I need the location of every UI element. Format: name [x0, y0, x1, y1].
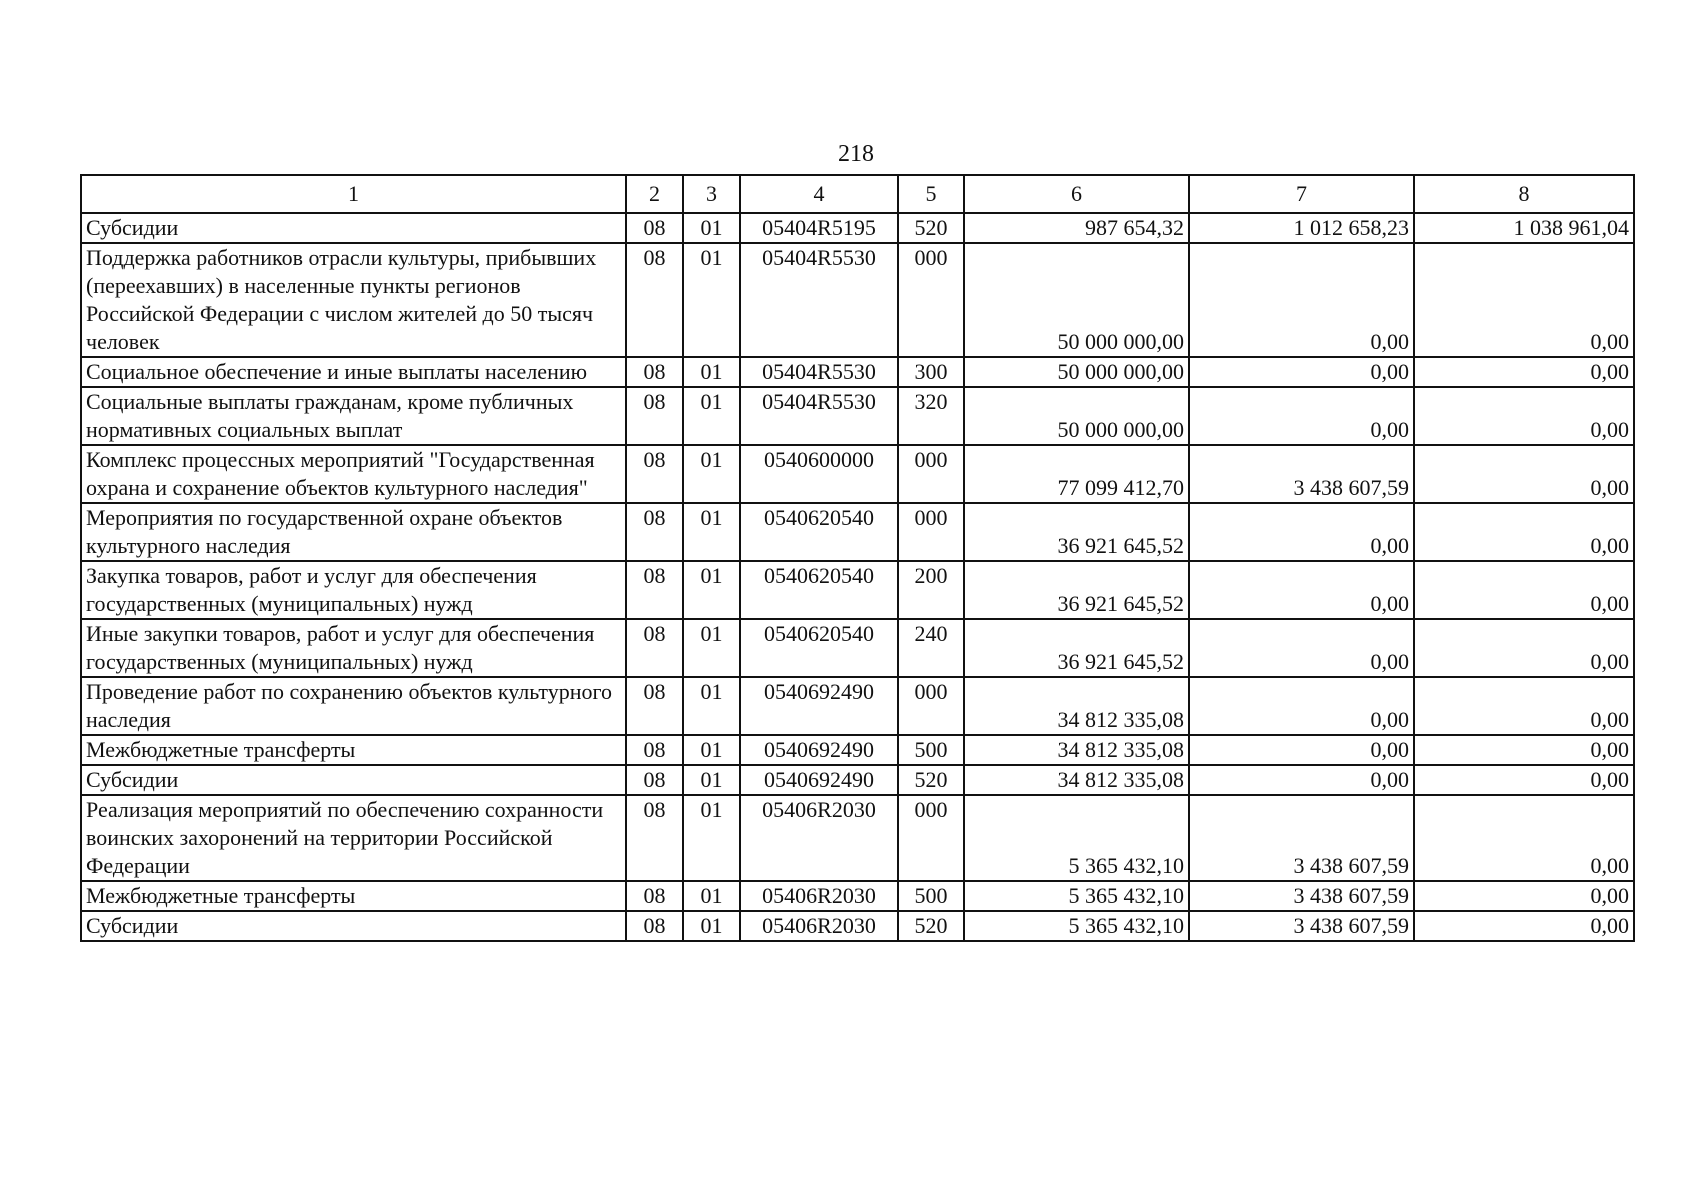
amount-col6-cell: 50 000 000,00 — [964, 387, 1189, 445]
section-code-cell: 08 — [626, 881, 683, 911]
section-code-cell: 08 — [626, 795, 683, 881]
target-article-cell: 05404R5530 — [740, 387, 898, 445]
target-article-cell: 05406R2030 — [740, 795, 898, 881]
expense-type-cell: 520 — [898, 911, 964, 941]
amount-col6-cell: 36 921 645,52 — [964, 619, 1189, 677]
section-code-cell: 08 — [626, 445, 683, 503]
target-article-cell: 0540620540 — [740, 561, 898, 619]
target-article-cell: 05404R5195 — [740, 213, 898, 243]
expense-type-cell: 520 — [898, 213, 964, 243]
table-row — [81, 911, 1634, 941]
amount-col8-cell: 0,00 — [1414, 357, 1634, 387]
expense-name-cell: Межбюджетные трансферты — [81, 881, 626, 911]
target-article-cell: 0540620540 — [740, 619, 898, 677]
amount-col8-cell: 1 038 961,04 — [1414, 213, 1634, 243]
table-row — [81, 387, 1634, 445]
target-article-cell: 05406R2030 — [740, 881, 898, 911]
amount-col7-cell: 3 438 607,59 — [1189, 911, 1414, 941]
section-code-cell: 08 — [626, 561, 683, 619]
column-header: 8 — [1414, 175, 1634, 213]
column-header: 6 — [964, 175, 1189, 213]
amount-col8-cell: 0,00 — [1414, 735, 1634, 765]
amount-col7-cell: 0,00 — [1189, 243, 1414, 357]
amount-col8-cell: 0,00 — [1414, 677, 1634, 735]
amount-col7-cell: 3 438 607,59 — [1189, 445, 1414, 503]
subsection-code-cell: 01 — [683, 795, 740, 881]
expense-name-cell: Комплекс процессных мероприятий "Государственная охрана и сохранение объектов культурного наследия" — [81, 445, 626, 503]
amount-col7-cell: 0,00 — [1189, 561, 1414, 619]
section-code-cell: 08 — [626, 387, 683, 445]
amount-col7-cell: 0,00 — [1189, 765, 1414, 795]
expense-type-cell: 500 — [898, 735, 964, 765]
column-header: 4 — [740, 175, 898, 213]
table-row — [81, 881, 1634, 911]
column-header: 3 — [683, 175, 740, 213]
amount-col7-cell: 0,00 — [1189, 357, 1414, 387]
column-header: 5 — [898, 175, 964, 213]
expense-name-cell: Субсидии — [81, 213, 626, 243]
target-article-cell: 0540620540 — [740, 503, 898, 561]
table-row — [81, 795, 1634, 881]
expense-name-cell: Реализация мероприятий по обеспечению сохранности воинских захоронений на территории Российской Федерации — [81, 795, 626, 881]
table-row — [81, 243, 1634, 357]
expense-type-cell: 000 — [898, 445, 964, 503]
amount-col7-cell: 1 012 658,23 — [1189, 213, 1414, 243]
amount-col8-cell: 0,00 — [1414, 561, 1634, 619]
amount-col8-cell: 0,00 — [1414, 445, 1634, 503]
table-row — [81, 735, 1634, 765]
section-code-cell: 08 — [626, 765, 683, 795]
expense-name-cell: Социальное обеспечение и иные выплаты населению — [81, 357, 626, 387]
target-article-cell: 0540692490 — [740, 765, 898, 795]
amount-col6-cell: 77 099 412,70 — [964, 445, 1189, 503]
expense-type-cell: 320 — [898, 387, 964, 445]
section-code-cell: 08 — [626, 243, 683, 357]
subsection-code-cell: 01 — [683, 619, 740, 677]
amount-col7-cell: 0,00 — [1189, 735, 1414, 765]
section-code-cell: 08 — [626, 677, 683, 735]
amount-col8-cell: 0,00 — [1414, 765, 1634, 795]
expense-type-cell: 000 — [898, 243, 964, 357]
table-row — [81, 677, 1634, 735]
amount-col8-cell: 0,00 — [1414, 911, 1634, 941]
amount-col6-cell: 5 365 432,10 — [964, 881, 1189, 911]
expense-name-cell: Социальные выплаты гражданам, кроме публичных нормативных социальных выплат — [81, 387, 626, 445]
amount-col6-cell: 36 921 645,52 — [964, 561, 1189, 619]
table-row — [81, 445, 1634, 503]
expense-type-cell: 240 — [898, 619, 964, 677]
amount-col6-cell: 50 000 000,00 — [964, 357, 1189, 387]
section-code-cell: 08 — [626, 213, 683, 243]
amount-col7-cell: 0,00 — [1189, 387, 1414, 445]
subsection-code-cell: 01 — [683, 357, 740, 387]
section-code-cell: 08 — [626, 619, 683, 677]
expense-type-cell: 500 — [898, 881, 964, 911]
expense-name-cell: Закупка товаров, работ и услуг для обеспечения государственных (муниципальных) нужд — [81, 561, 626, 619]
subsection-code-cell: 01 — [683, 911, 740, 941]
amount-col6-cell: 5 365 432,10 — [964, 795, 1189, 881]
expense-name-cell: Иные закупки товаров, работ и услуг для обеспечения государственных (муниципальных) нужд — [81, 619, 626, 677]
amount-col6-cell: 34 812 335,08 — [964, 735, 1189, 765]
amount-col6-cell: 50 000 000,00 — [964, 243, 1189, 357]
amount-col8-cell: 0,00 — [1414, 795, 1634, 881]
amount-col8-cell: 0,00 — [1414, 243, 1634, 357]
page-number: 218 — [838, 141, 874, 167]
subsection-code-cell: 01 — [683, 881, 740, 911]
budget-table — [80, 174, 1635, 942]
amount-col8-cell: 0,00 — [1414, 503, 1634, 561]
expense-name-cell: Субсидии — [81, 911, 626, 941]
amount-col8-cell: 0,00 — [1414, 387, 1634, 445]
expense-type-cell: 520 — [898, 765, 964, 795]
expense-type-cell: 300 — [898, 357, 964, 387]
amount-col8-cell: 0,00 — [1414, 619, 1634, 677]
target-article-cell: 05406R2030 — [740, 911, 898, 941]
subsection-code-cell: 01 — [683, 735, 740, 765]
expense-type-cell: 000 — [898, 677, 964, 735]
amount-col6-cell: 987 654,32 — [964, 213, 1189, 243]
table-row — [81, 619, 1634, 677]
subsection-code-cell: 01 — [683, 765, 740, 795]
section-code-cell: 08 — [626, 911, 683, 941]
target-article-cell: 0540692490 — [740, 677, 898, 735]
table-row — [81, 765, 1634, 795]
column-header: 1 — [81, 175, 626, 213]
expense-name-cell: Субсидии — [81, 765, 626, 795]
subsection-code-cell: 01 — [683, 561, 740, 619]
subsection-code-cell: 01 — [683, 445, 740, 503]
table-row — [81, 503, 1634, 561]
amount-col6-cell: 36 921 645,52 — [964, 503, 1189, 561]
amount-col7-cell: 3 438 607,59 — [1189, 795, 1414, 881]
subsection-code-cell: 01 — [683, 387, 740, 445]
expense-name-cell: Проведение работ по сохранению объектов культурного наследия — [81, 677, 626, 735]
section-code-cell: 08 — [626, 503, 683, 561]
target-article-cell: 0540692490 — [740, 735, 898, 765]
amount-col7-cell: 0,00 — [1189, 503, 1414, 561]
amount-col6-cell: 5 365 432,10 — [964, 911, 1189, 941]
table-row — [81, 213, 1634, 243]
table-row — [81, 561, 1634, 619]
section-code-cell: 08 — [626, 357, 683, 387]
subsection-code-cell: 01 — [683, 503, 740, 561]
amount-col6-cell: 34 812 335,08 — [964, 677, 1189, 735]
section-code-cell: 08 — [626, 735, 683, 765]
column-header: 7 — [1189, 175, 1414, 213]
amount-col7-cell: 0,00 — [1189, 677, 1414, 735]
target-article-cell: 05404R5530 — [740, 357, 898, 387]
subsection-code-cell: 01 — [683, 213, 740, 243]
expense-type-cell: 000 — [898, 503, 964, 561]
subsection-code-cell: 01 — [683, 677, 740, 735]
table-header-row — [81, 175, 1634, 213]
expense-type-cell: 000 — [898, 795, 964, 881]
target-article-cell: 05404R5530 — [740, 243, 898, 357]
amount-col8-cell: 0,00 — [1414, 881, 1634, 911]
target-article-cell: 0540600000 — [740, 445, 898, 503]
column-header: 2 — [626, 175, 683, 213]
subsection-code-cell: 01 — [683, 243, 740, 357]
expense-type-cell: 200 — [898, 561, 964, 619]
expense-name-cell: Поддержка работников отрасли культуры, прибывших (переехавших) в населенные пункты регионов Российской Федерации с числом жителей до 50 тысяч человек — [81, 243, 626, 357]
table-row — [81, 357, 1634, 387]
amount-col7-cell: 3 438 607,59 — [1189, 881, 1414, 911]
amount-col6-cell: 34 812 335,08 — [964, 765, 1189, 795]
expense-name-cell: Межбюджетные трансферты — [81, 735, 626, 765]
amount-col7-cell: 0,00 — [1189, 619, 1414, 677]
expense-name-cell: Мероприятия по государственной охране объектов культурного наследия — [81, 503, 626, 561]
